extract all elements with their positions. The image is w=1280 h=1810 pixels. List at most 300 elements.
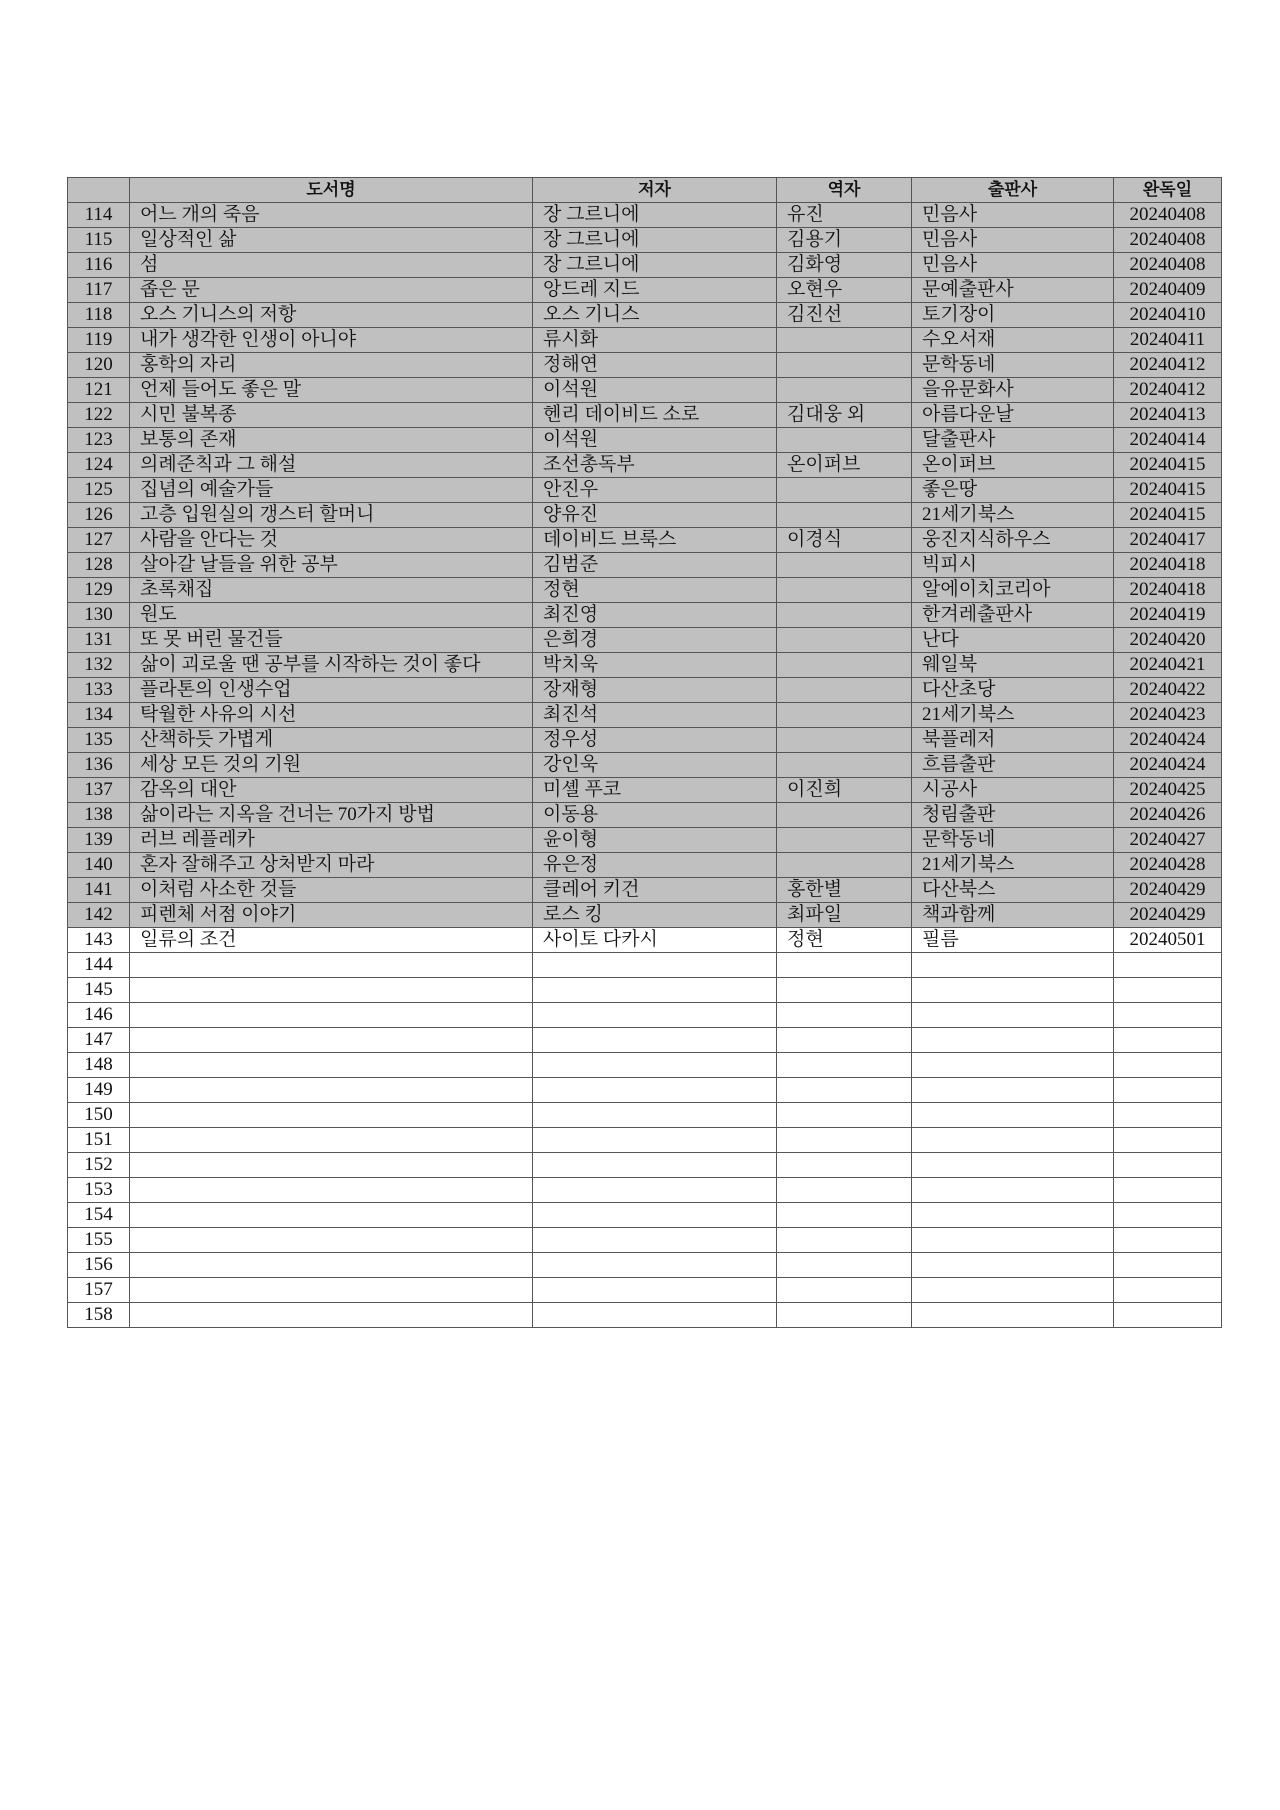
cell-translator — [777, 428, 912, 453]
cell-publisher: 문학동네 — [912, 828, 1114, 853]
cell-author: 류시화 — [533, 328, 777, 353]
cell-number: 152 — [68, 1153, 130, 1178]
cell-translator — [777, 578, 912, 603]
cell-title: 삶이 괴로울 땐 공부를 시작하는 것이 좋다 — [130, 653, 533, 678]
cell-title — [130, 953, 533, 978]
cell-title — [130, 1203, 533, 1228]
cell-number: 157 — [68, 1278, 130, 1303]
cell-number: 132 — [68, 653, 130, 678]
cell-translator — [777, 978, 912, 1003]
cell-title — [130, 978, 533, 1003]
cell-finished-date: 20240412 — [1114, 378, 1222, 403]
cell-author: 정우성 — [533, 728, 777, 753]
table-row — [68, 1203, 1222, 1228]
cell-translator — [777, 1303, 912, 1328]
cell-number: 126 — [68, 503, 130, 528]
cell-author: 윤이형 — [533, 828, 777, 853]
cell-finished-date: 20240417 — [1114, 528, 1222, 553]
cell-publisher — [912, 1278, 1114, 1303]
header-row — [68, 178, 1222, 203]
cell-author — [533, 1053, 777, 1078]
cell-number: 115 — [68, 228, 130, 253]
cell-author: 클레어 키건 — [533, 878, 777, 903]
table-row — [68, 653, 1222, 678]
cell-author: 사이토 다카시 — [533, 928, 777, 953]
cell-number: 138 — [68, 803, 130, 828]
cell-finished-date — [1114, 1028, 1222, 1053]
cell-finished-date: 20240425 — [1114, 778, 1222, 803]
table-row — [68, 478, 1222, 503]
cell-number: 125 — [68, 478, 130, 503]
cell-finished-date — [1114, 1203, 1222, 1228]
cell-title — [130, 1078, 533, 1103]
cell-author — [533, 1128, 777, 1153]
cell-number: 149 — [68, 1078, 130, 1103]
cell-author: 정해연 — [533, 353, 777, 378]
cell-finished-date — [1114, 1228, 1222, 1253]
cell-number: 151 — [68, 1128, 130, 1153]
cell-publisher: 민음사 — [912, 253, 1114, 278]
cell-number: 155 — [68, 1228, 130, 1253]
cell-author: 데이비드 브룩스 — [533, 528, 777, 553]
cell-publisher: 알에이치코리아 — [912, 578, 1114, 603]
cell-finished-date — [1114, 1303, 1222, 1328]
cell-author — [533, 1103, 777, 1128]
cell-translator — [777, 803, 912, 828]
cell-publisher — [912, 1053, 1114, 1078]
cell-translator — [777, 1253, 912, 1278]
cell-finished-date — [1114, 1103, 1222, 1128]
cell-title: 감옥의 대안 — [130, 778, 533, 803]
cell-title: 탁월한 사유의 시선 — [130, 703, 533, 728]
cell-finished-date: 20240422 — [1114, 678, 1222, 703]
table-row — [68, 853, 1222, 878]
header-author: 저자 — [533, 178, 777, 203]
cell-number: 142 — [68, 903, 130, 928]
cell-finished-date — [1114, 1078, 1222, 1103]
cell-publisher: 난다 — [912, 628, 1114, 653]
cell-number: 153 — [68, 1178, 130, 1203]
cell-translator: 김화영 — [777, 253, 912, 278]
table-row — [68, 878, 1222, 903]
cell-finished-date: 20240415 — [1114, 453, 1222, 478]
cell-publisher — [912, 1128, 1114, 1153]
table-row — [68, 778, 1222, 803]
table-row — [68, 803, 1222, 828]
cell-author: 유은정 — [533, 853, 777, 878]
cell-publisher: 온이퍼브 — [912, 453, 1114, 478]
table-row — [68, 828, 1222, 853]
cell-number: 141 — [68, 878, 130, 903]
cell-title: 좁은 문 — [130, 278, 533, 303]
table-row — [68, 503, 1222, 528]
cell-finished-date: 20240427 — [1114, 828, 1222, 853]
cell-finished-date: 20240423 — [1114, 703, 1222, 728]
table-row — [68, 953, 1222, 978]
table-row — [68, 1303, 1222, 1328]
cell-title: 세상 모든 것의 기원 — [130, 753, 533, 778]
cell-title: 일상적인 삶 — [130, 228, 533, 253]
table-row — [68, 328, 1222, 353]
cell-number: 150 — [68, 1103, 130, 1128]
cell-author: 장 그르니에 — [533, 203, 777, 228]
cell-publisher — [912, 1103, 1114, 1128]
cell-title: 혼자 잘해주고 상처받지 마라 — [130, 853, 533, 878]
cell-title: 고층 입원실의 갱스터 할머니 — [130, 503, 533, 528]
cell-finished-date — [1114, 1278, 1222, 1303]
cell-translator — [777, 753, 912, 778]
table-row — [68, 428, 1222, 453]
table-row — [68, 978, 1222, 1003]
cell-publisher — [912, 1203, 1114, 1228]
cell-translator — [777, 1178, 912, 1203]
cell-translator — [777, 1153, 912, 1178]
cell-finished-date: 20240429 — [1114, 903, 1222, 928]
cell-title: 또 못 버린 물건들 — [130, 628, 533, 653]
cell-number: 139 — [68, 828, 130, 853]
cell-translator: 이경식 — [777, 528, 912, 553]
cell-number: 130 — [68, 603, 130, 628]
cell-number: 140 — [68, 853, 130, 878]
cell-number: 119 — [68, 328, 130, 353]
table-row — [68, 1253, 1222, 1278]
cell-translator: 온이퍼브 — [777, 453, 912, 478]
cell-publisher: 21세기북스 — [912, 853, 1114, 878]
cell-author: 미셸 푸코 — [533, 778, 777, 803]
cell-number: 123 — [68, 428, 130, 453]
cell-title: 산책하듯 가볍게 — [130, 728, 533, 753]
table-row — [68, 728, 1222, 753]
cell-publisher: 좋은땅 — [912, 478, 1114, 503]
cell-number: 116 — [68, 253, 130, 278]
cell-finished-date: 20240408 — [1114, 228, 1222, 253]
table-row — [68, 1028, 1222, 1053]
cell-author — [533, 1153, 777, 1178]
cell-translator: 정현 — [777, 928, 912, 953]
cell-publisher: 달출판사 — [912, 428, 1114, 453]
cell-number: 118 — [68, 303, 130, 328]
cell-translator — [777, 1003, 912, 1028]
table-row — [68, 1003, 1222, 1028]
cell-title: 살아갈 날들을 위한 공부 — [130, 553, 533, 578]
cell-title: 원도 — [130, 603, 533, 628]
cell-author: 이석원 — [533, 378, 777, 403]
cell-author: 헨리 데이비드 소로 — [533, 403, 777, 428]
cell-publisher: 민음사 — [912, 228, 1114, 253]
cell-author: 로스 킹 — [533, 903, 777, 928]
cell-finished-date — [1114, 978, 1222, 1003]
cell-publisher — [912, 953, 1114, 978]
cell-finished-date: 20240428 — [1114, 853, 1222, 878]
cell-finished-date — [1114, 1178, 1222, 1203]
cell-translator: 이진희 — [777, 778, 912, 803]
cell-publisher: 을유문화사 — [912, 378, 1114, 403]
cell-number: 158 — [68, 1303, 130, 1328]
cell-translator — [777, 628, 912, 653]
cell-title — [130, 1228, 533, 1253]
cell-author: 강인욱 — [533, 753, 777, 778]
cell-number: 134 — [68, 703, 130, 728]
cell-translator — [777, 953, 912, 978]
cell-translator — [777, 603, 912, 628]
cell-author: 최진영 — [533, 603, 777, 628]
cell-publisher: 민음사 — [912, 203, 1114, 228]
cell-number: 127 — [68, 528, 130, 553]
cell-finished-date: 20240413 — [1114, 403, 1222, 428]
cell-author — [533, 1178, 777, 1203]
cell-finished-date: 20240418 — [1114, 553, 1222, 578]
cell-publisher — [912, 1303, 1114, 1328]
cell-translator — [777, 1078, 912, 1103]
cell-translator — [777, 1103, 912, 1128]
cell-translator: 유진 — [777, 203, 912, 228]
cell-finished-date: 20240420 — [1114, 628, 1222, 653]
table-row — [68, 203, 1222, 228]
cell-number: 143 — [68, 928, 130, 953]
cell-publisher — [912, 1078, 1114, 1103]
cell-number: 146 — [68, 1003, 130, 1028]
cell-title — [130, 1128, 533, 1153]
cell-finished-date: 20240411 — [1114, 328, 1222, 353]
cell-author: 박치욱 — [533, 653, 777, 678]
cell-title: 이처럼 사소한 것들 — [130, 878, 533, 903]
cell-author — [533, 978, 777, 1003]
cell-title — [130, 1253, 533, 1278]
cell-translator — [777, 653, 912, 678]
cell-translator — [777, 328, 912, 353]
cell-translator — [777, 678, 912, 703]
cell-author — [533, 1228, 777, 1253]
cell-number: 129 — [68, 578, 130, 603]
cell-title: 러브 레플레카 — [130, 828, 533, 853]
table-row — [68, 1078, 1222, 1103]
cell-finished-date — [1114, 1253, 1222, 1278]
cell-translator — [777, 1028, 912, 1053]
cell-publisher: 다산북스 — [912, 878, 1114, 903]
cell-publisher — [912, 1178, 1114, 1203]
cell-title — [130, 1103, 533, 1128]
cell-author — [533, 1253, 777, 1278]
cell-number: 144 — [68, 953, 130, 978]
cell-author: 은희경 — [533, 628, 777, 653]
cell-number: 135 — [68, 728, 130, 753]
cell-number: 122 — [68, 403, 130, 428]
table-body — [68, 203, 1222, 1328]
cell-author — [533, 1078, 777, 1103]
cell-author — [533, 953, 777, 978]
cell-publisher: 21세기북스 — [912, 503, 1114, 528]
cell-number: 117 — [68, 278, 130, 303]
cell-number: 128 — [68, 553, 130, 578]
cell-finished-date: 20240412 — [1114, 353, 1222, 378]
cell-finished-date: 20240410 — [1114, 303, 1222, 328]
cell-translator — [777, 1278, 912, 1303]
cell-translator — [777, 1203, 912, 1228]
cell-title — [130, 1053, 533, 1078]
cell-publisher: 책과함께 — [912, 903, 1114, 928]
cell-number: 124 — [68, 453, 130, 478]
cell-title: 어느 개의 죽음 — [130, 203, 533, 228]
cell-translator — [777, 853, 912, 878]
cell-title: 홍학의 자리 — [130, 353, 533, 378]
cell-publisher: 수오서재 — [912, 328, 1114, 353]
cell-finished-date — [1114, 953, 1222, 978]
cell-author: 이동용 — [533, 803, 777, 828]
cell-publisher — [912, 1003, 1114, 1028]
cell-translator — [777, 728, 912, 753]
cell-author: 이석원 — [533, 428, 777, 453]
cell-number: 114 — [68, 203, 130, 228]
cell-translator — [777, 353, 912, 378]
table-row — [68, 603, 1222, 628]
cell-number: 120 — [68, 353, 130, 378]
cell-number: 147 — [68, 1028, 130, 1053]
cell-title — [130, 1178, 533, 1203]
table-row — [68, 1178, 1222, 1203]
cell-finished-date: 20240424 — [1114, 753, 1222, 778]
reading-log-table — [67, 177, 1222, 1328]
cell-publisher: 다산초당 — [912, 678, 1114, 703]
cell-title: 집념의 예술가들 — [130, 478, 533, 503]
cell-author: 안진우 — [533, 478, 777, 503]
cell-translator: 김대웅 외 — [777, 403, 912, 428]
cell-finished-date — [1114, 1128, 1222, 1153]
cell-title — [130, 1028, 533, 1053]
cell-finished-date: 20240429 — [1114, 878, 1222, 903]
cell-publisher: 웨일북 — [912, 653, 1114, 678]
cell-publisher: 토기장이 — [912, 303, 1114, 328]
table-row — [68, 528, 1222, 553]
table-row — [68, 1053, 1222, 1078]
table-row — [68, 378, 1222, 403]
cell-translator — [777, 828, 912, 853]
header-number — [68, 178, 130, 203]
cell-author: 오스 기니스 — [533, 303, 777, 328]
table-row — [68, 578, 1222, 603]
cell-title: 사람을 안다는 것 — [130, 528, 533, 553]
cell-finished-date: 20240415 — [1114, 503, 1222, 528]
cell-finished-date: 20240415 — [1114, 478, 1222, 503]
cell-finished-date: 20240501 — [1114, 928, 1222, 953]
cell-finished-date: 20240419 — [1114, 603, 1222, 628]
cell-title: 내가 생각한 인생이 아니야 — [130, 328, 533, 353]
cell-publisher — [912, 978, 1114, 1003]
cell-translator — [777, 378, 912, 403]
cell-author: 장 그르니에 — [533, 228, 777, 253]
cell-author: 조선총독부 — [533, 453, 777, 478]
cell-number: 136 — [68, 753, 130, 778]
table-row — [68, 753, 1222, 778]
cell-publisher: 문학동네 — [912, 353, 1114, 378]
table-row — [68, 928, 1222, 953]
cell-title — [130, 1003, 533, 1028]
cell-publisher — [912, 1228, 1114, 1253]
cell-author: 최진석 — [533, 703, 777, 728]
cell-publisher: 빅피시 — [912, 553, 1114, 578]
cell-title: 보통의 존재 — [130, 428, 533, 453]
cell-translator — [777, 553, 912, 578]
table-row — [68, 253, 1222, 278]
table-row — [68, 1228, 1222, 1253]
table-row — [68, 1278, 1222, 1303]
cell-finished-date: 20240418 — [1114, 578, 1222, 603]
cell-title — [130, 1278, 533, 1303]
cell-finished-date — [1114, 1053, 1222, 1078]
table-row — [68, 1103, 1222, 1128]
cell-publisher: 21세기북스 — [912, 703, 1114, 728]
header-translator: 역자 — [777, 178, 912, 203]
cell-title: 오스 기니스의 저항 — [130, 303, 533, 328]
cell-finished-date: 20240408 — [1114, 253, 1222, 278]
cell-title: 시민 불복종 — [130, 403, 533, 428]
header-finished-date: 완독일 — [1114, 178, 1222, 203]
cell-publisher: 필름 — [912, 928, 1114, 953]
cell-translator: 오현우 — [777, 278, 912, 303]
cell-author — [533, 1003, 777, 1028]
cell-author: 김범준 — [533, 553, 777, 578]
cell-author — [533, 1278, 777, 1303]
table-row — [68, 278, 1222, 303]
table-row — [68, 1153, 1222, 1178]
cell-number: 156 — [68, 1253, 130, 1278]
cell-translator — [777, 1053, 912, 1078]
header-title: 도서명 — [130, 178, 533, 203]
cell-finished-date: 20240424 — [1114, 728, 1222, 753]
cell-number: 145 — [68, 978, 130, 1003]
cell-number: 137 — [68, 778, 130, 803]
cell-title: 초록채집 — [130, 578, 533, 603]
table-row — [68, 403, 1222, 428]
cell-author — [533, 1303, 777, 1328]
cell-title: 플라톤의 인생수업 — [130, 678, 533, 703]
cell-publisher: 문예출판사 — [912, 278, 1114, 303]
cell-finished-date: 20240408 — [1114, 203, 1222, 228]
cell-title: 일류의 조건 — [130, 928, 533, 953]
cell-author — [533, 1028, 777, 1053]
cell-publisher — [912, 1253, 1114, 1278]
cell-finished-date: 20240409 — [1114, 278, 1222, 303]
cell-number: 154 — [68, 1203, 130, 1228]
cell-publisher: 시공사 — [912, 778, 1114, 803]
cell-title: 의례준칙과 그 해설 — [130, 453, 533, 478]
cell-finished-date: 20240421 — [1114, 653, 1222, 678]
cell-number: 148 — [68, 1053, 130, 1078]
cell-number: 121 — [68, 378, 130, 403]
table-row — [68, 678, 1222, 703]
cell-translator — [777, 478, 912, 503]
cell-finished-date: 20240426 — [1114, 803, 1222, 828]
cell-publisher: 한겨레출판사 — [912, 603, 1114, 628]
header-publisher: 출판사 — [912, 178, 1114, 203]
cell-translator — [777, 503, 912, 528]
table-row — [68, 353, 1222, 378]
table-row — [68, 228, 1222, 253]
cell-author: 앙드레 지드 — [533, 278, 777, 303]
cell-translator: 홍한별 — [777, 878, 912, 903]
table-row — [68, 903, 1222, 928]
cell-translator: 김용기 — [777, 228, 912, 253]
cell-translator — [777, 1228, 912, 1253]
cell-title — [130, 1153, 533, 1178]
table-row — [68, 703, 1222, 728]
cell-author: 장 그르니에 — [533, 253, 777, 278]
cell-title: 삶이라는 지옥을 건너는 70가지 방법 — [130, 803, 533, 828]
table-row — [68, 453, 1222, 478]
cell-publisher: 흐름출판 — [912, 753, 1114, 778]
cell-author: 장재형 — [533, 678, 777, 703]
table-row — [68, 303, 1222, 328]
cell-translator — [777, 1128, 912, 1153]
